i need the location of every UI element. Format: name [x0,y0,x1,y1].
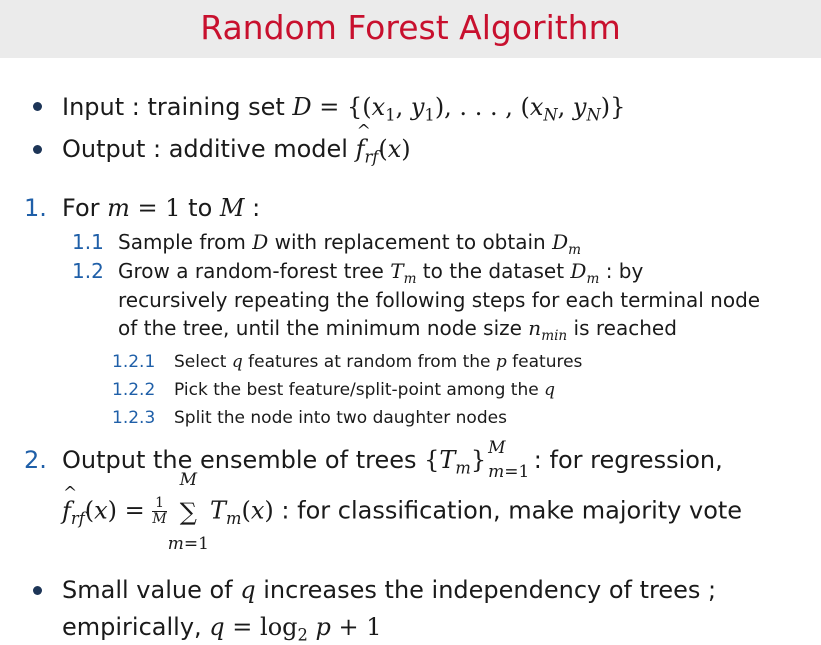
substep-1-2-line-3: of the tree, until the minimum node size $n_{min}$ is reached [118,316,677,344]
subsubstep-1-2-1-text: Select q features at random from the p features [174,352,583,372]
substep-1-2-line-1: Grow a random-forest tree $T_m$ to the dataset $D_m$ : by [118,259,644,287]
small-q-line-1: Small value of q increases the independency of trees ; [62,576,717,604]
substep-number: 1.2 [72,259,104,283]
bullet-marker [33,102,42,111]
subsubstep-number: 1.2.2 [112,380,156,400]
bullet-marker [33,145,42,154]
subsubstep-number: 1.2.3 [112,408,156,428]
substep-1-2-line-2: recursively repeating the following steps for each terminal node [118,288,761,312]
bullet-marker [33,586,42,595]
input-formula: D [292,93,312,121]
step-number: 2. [24,446,47,474]
step-2-text: Output the ensemble of trees $\{T_m\}$ M m=1 : for regression, [62,438,723,482]
output-formula: ^ f [356,137,365,161]
input-label: Input : training set [62,93,293,121]
ensemble-formula: ^ $f_{rf}(x)$ = $\frac{1}{M}$ M ∑ m=1 $T_m(x)$ : for classification, make majority vote [62,496,742,528]
subsubstep-1-2-2-text: Pick the best feature/split-point among the q [174,380,555,400]
substep-number: 1.1 [72,230,104,254]
step-1-text: For m = 1 to M : [62,194,261,222]
output-line: Output : additive model ^ $f_{rf}(x)$ [62,137,411,166]
subsubstep-number: 1.2.1 [112,352,156,372]
output-label: Output : additive model [62,135,356,163]
slide-title: Random Forest Algorithm [200,8,621,47]
subsubstep-1-2-3-text: Split the node into two daughter nodes [174,408,507,428]
input-line: Input : training set $D = \{(x_1$, $y_1$), . . . , ($x_N$, $y_N$)} [62,93,626,125]
step-number: 1. [24,194,47,222]
substep-1-1-text: Sample from D with replacement to obtain $D_m$ [118,230,581,258]
small-q-line-2: empirically, $q = \log_2 p + 1$ [62,613,382,645]
